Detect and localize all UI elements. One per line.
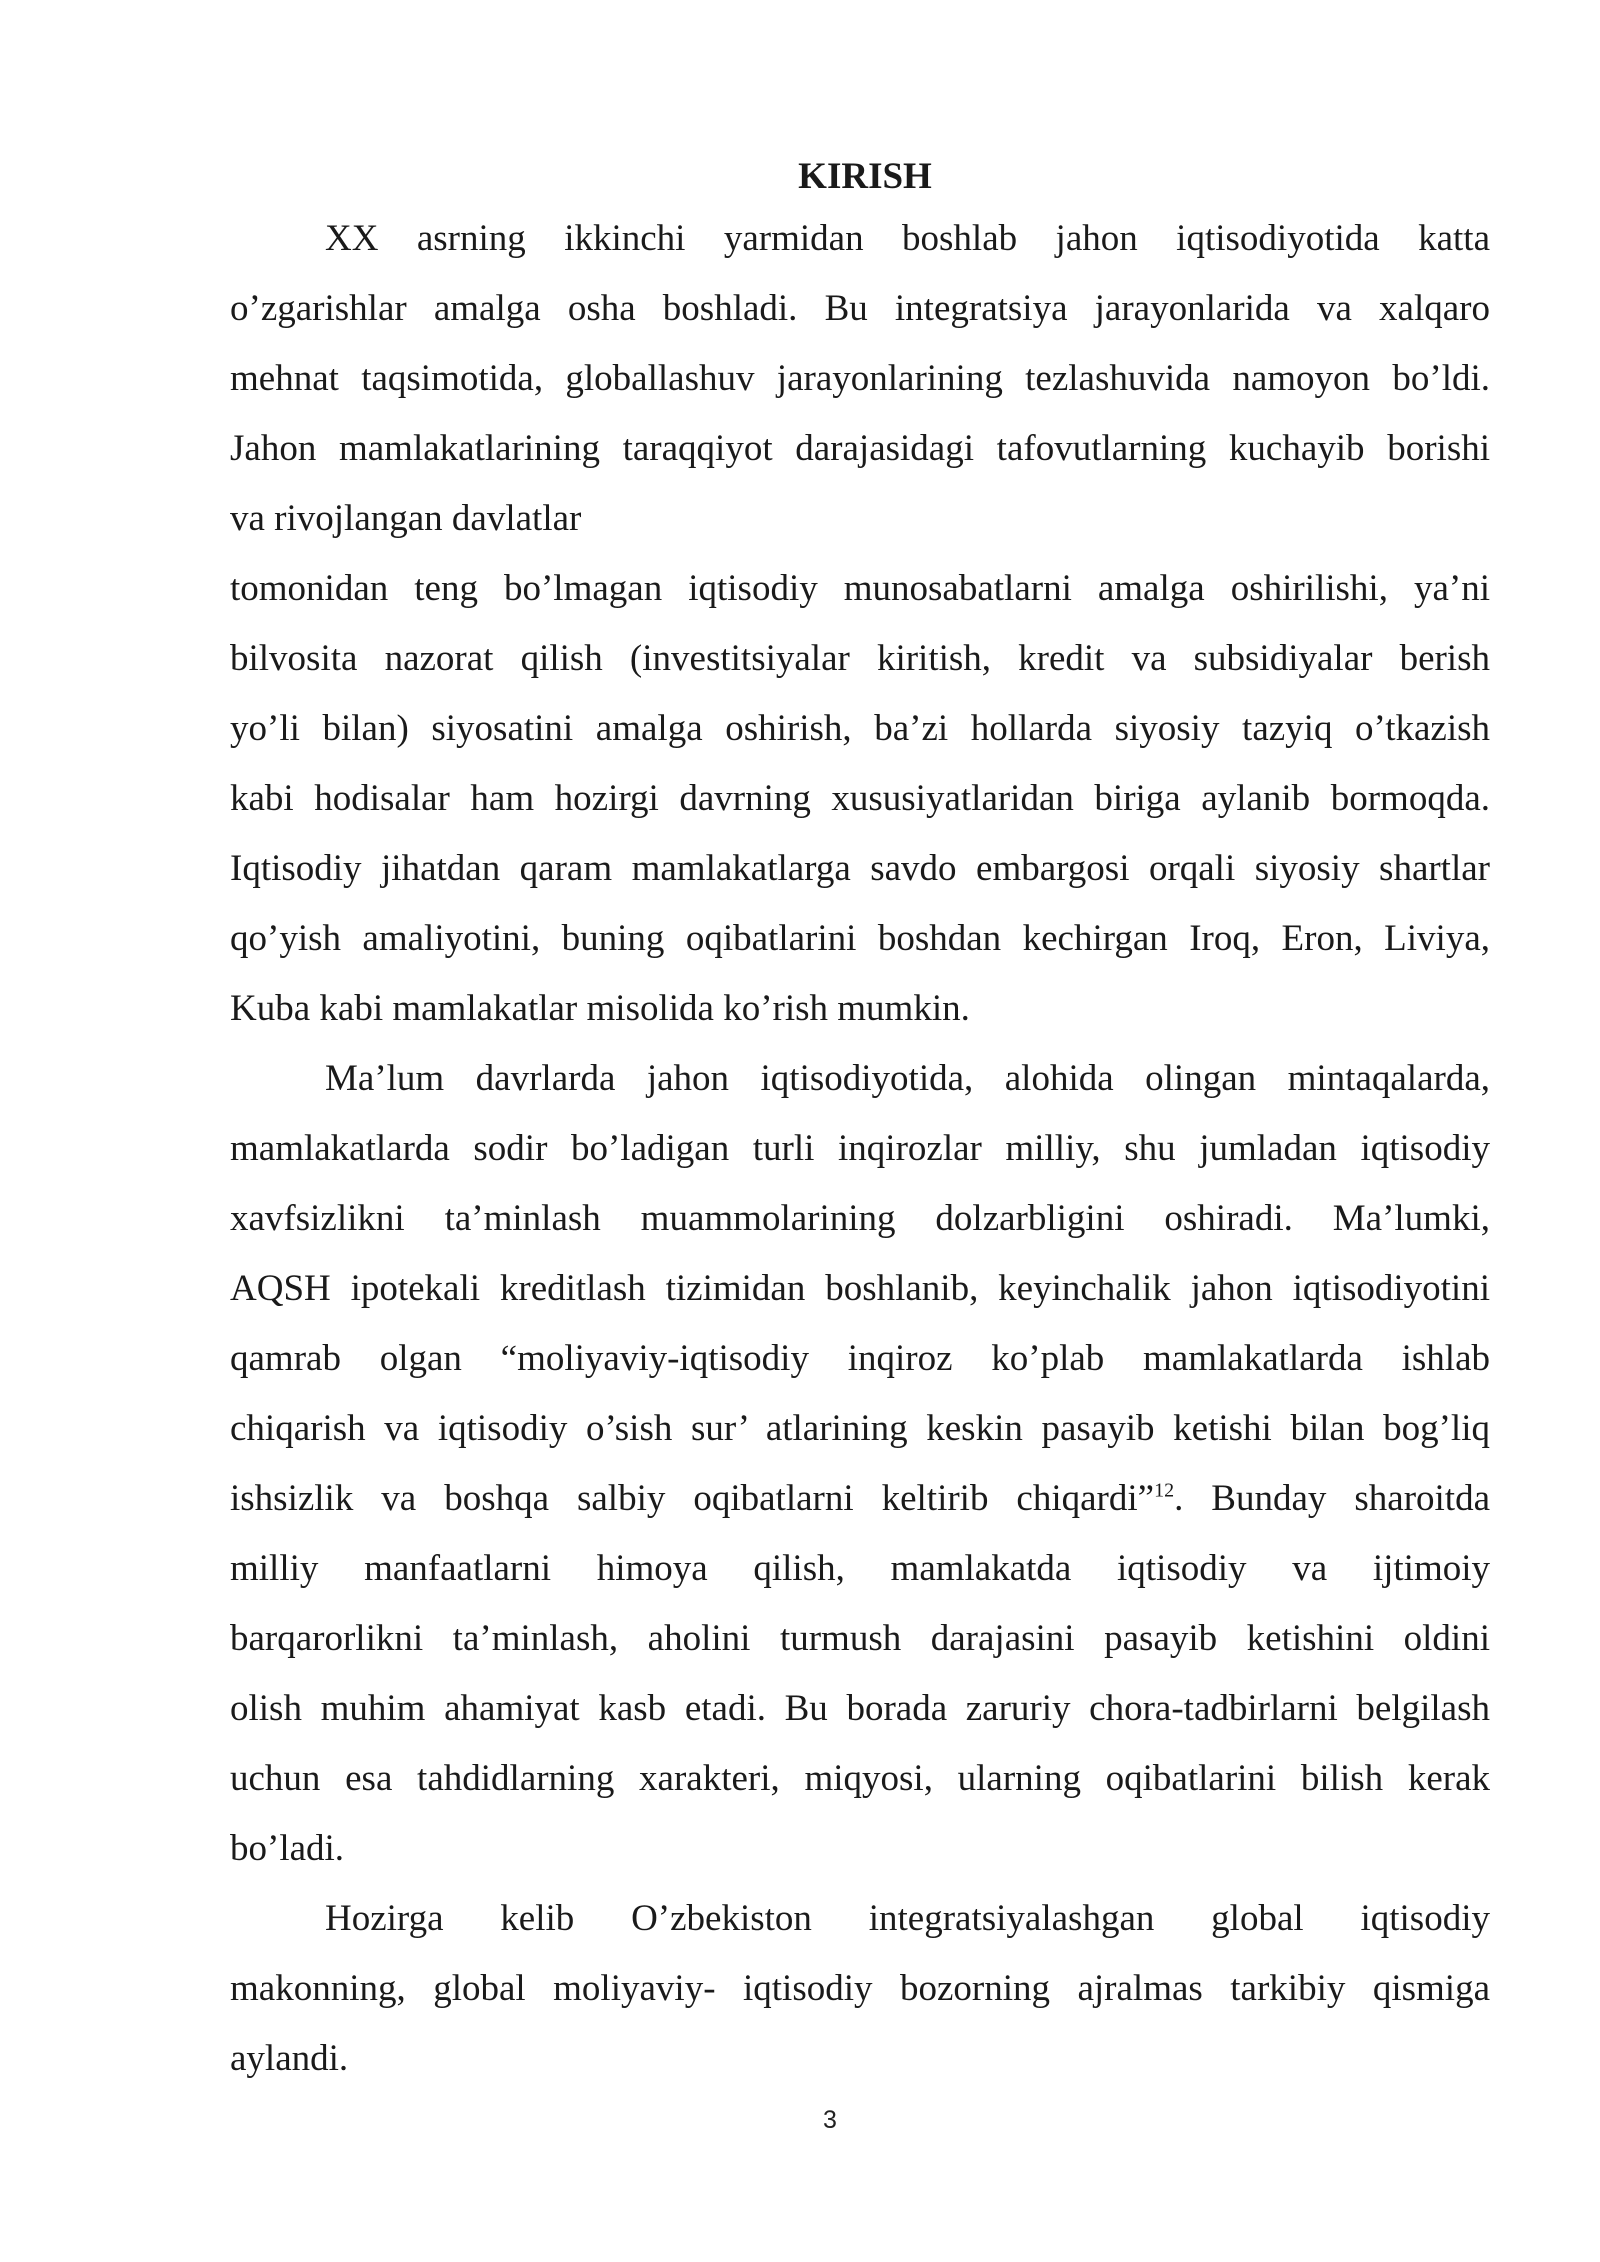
text-line: va rivojlangan davlatlar bbox=[230, 498, 582, 539]
paragraph-4 bbox=[230, 1884, 1490, 2094]
text-line: milliy manfaatlarni himoya qilish, mamlakatda iqtisodiy va ijtimoiy bbox=[230, 1548, 1490, 1589]
text-line: olish muhim ahamiyat kasb etadi. Bu borada zaruriy chora-tadbirlarni belgilash bbox=[230, 1688, 1490, 1729]
page-number: 3 bbox=[823, 2106, 837, 2134]
text-segment: . Bunday sharoitda bbox=[1174, 1478, 1490, 1519]
text-line: XX asrning ikkinchi yarmidan boshlab jahon iqtisodiyotida katta bbox=[325, 218, 1490, 259]
text-line: mamlakatlarda sodir bo’ladigan turli inqirozlar milliy, shu jumladan iqtisodiy bbox=[230, 1128, 1490, 1169]
text-line: uchun esa tahdidlarning xarakteri, miqyosi, ularning oqibatlarini bilish kerak bbox=[230, 1758, 1490, 1799]
document-page bbox=[230, 150, 1490, 2094]
paragraph-3 bbox=[230, 1044, 1490, 1884]
text-line: kabi hodisalar ham hozirgi davrning xususiyatlaridan biriga aylanib bormoqda. bbox=[230, 778, 1490, 819]
paragraph-1 bbox=[230, 204, 1490, 554]
text-segment: ishsizlik va boshqa salbiy oqibatlarni keltirib chiqardi” bbox=[230, 1478, 1155, 1519]
text-line: AQSH ipotekali kreditlash tizimidan boshlanib, keyinchalik jahon iqtisodiyotini bbox=[230, 1268, 1490, 1309]
text-line: barqarorlikni ta’minlash, aholini turmush darajasini pasayib ketishini oldini bbox=[230, 1618, 1490, 1659]
text-line: qo’yish amaliyotini, buning oqibatlarini boshdan kechirgan Iroq, Eron, Liviya, bbox=[230, 918, 1490, 959]
text-line: yo’li bilan) siyosatini amalga oshirish, ba’zi hollarda siyosiy tazyiq o’tkazish bbox=[230, 708, 1490, 749]
text-line: Iqtisodiy jihatdan qaram mamlakatlarga savdo embargosi orqali siyosiy shartlar bbox=[230, 848, 1490, 889]
text-line: mehnat taqsimotida, globallashuv jarayonlarining tezlashuvida namoyon bo’ldi. bbox=[230, 358, 1490, 399]
text-line: Jahon mamlakatlarining taraqqiyot darajasidagi tafovutlarning kuchayib borishi bbox=[230, 428, 1490, 469]
page-title: KIRISH bbox=[798, 156, 932, 197]
text-line: o’zgarishlar amalga osha boshladi. Bu integratsiya jarayonlarida va xalqaro bbox=[230, 288, 1490, 329]
text-line: bo’ladi. bbox=[230, 1828, 345, 1869]
text-line: aylandi. bbox=[230, 2038, 349, 2079]
text-line: Kuba kabi mamlakatlar misolida ko’rish mumkin. bbox=[230, 988, 970, 1029]
text-line-with-footnote bbox=[230, 1464, 1490, 1534]
text-line: Ma’lum davrlarda jahon iqtisodiyotida, alohida olingan mintaqalarda, bbox=[325, 1058, 1490, 1099]
text-line: chiqarish va iqtisodiy o’sish sur’ atlarining keskin pasayib ketishi bilan bog’liq bbox=[230, 1408, 1490, 1449]
paragraph-2 bbox=[230, 554, 1490, 1044]
text-line: qamrab olgan “moliyaviy-iqtisodiy inqiroz ko’plab mamlakatlarda ishlab bbox=[230, 1338, 1490, 1379]
footnote-reference[interactable]: 12 bbox=[1154, 1479, 1175, 1502]
text-line: makonning, global moliyaviy- iqtisodiy bozorning ajralmas tarkibiy qismiga bbox=[230, 1968, 1490, 2009]
text-line: tomonidan teng bo’lmagan iqtisodiy munosabatlarni amalga oshirilishi, ya’ni bbox=[230, 568, 1490, 609]
text-line: xavfsizlikni ta’minlash muammolarining dolzarbligini oshiradi. Ma’lumki, bbox=[230, 1198, 1490, 1239]
text-line: bilvosita nazorat qilish (investitsiyalar kiritish, kredit va subsidiyalar berish bbox=[230, 638, 1490, 679]
text-line: Hozirga kelib O’zbekiston integratsiyalashgan global iqtisodiy bbox=[325, 1898, 1490, 1939]
